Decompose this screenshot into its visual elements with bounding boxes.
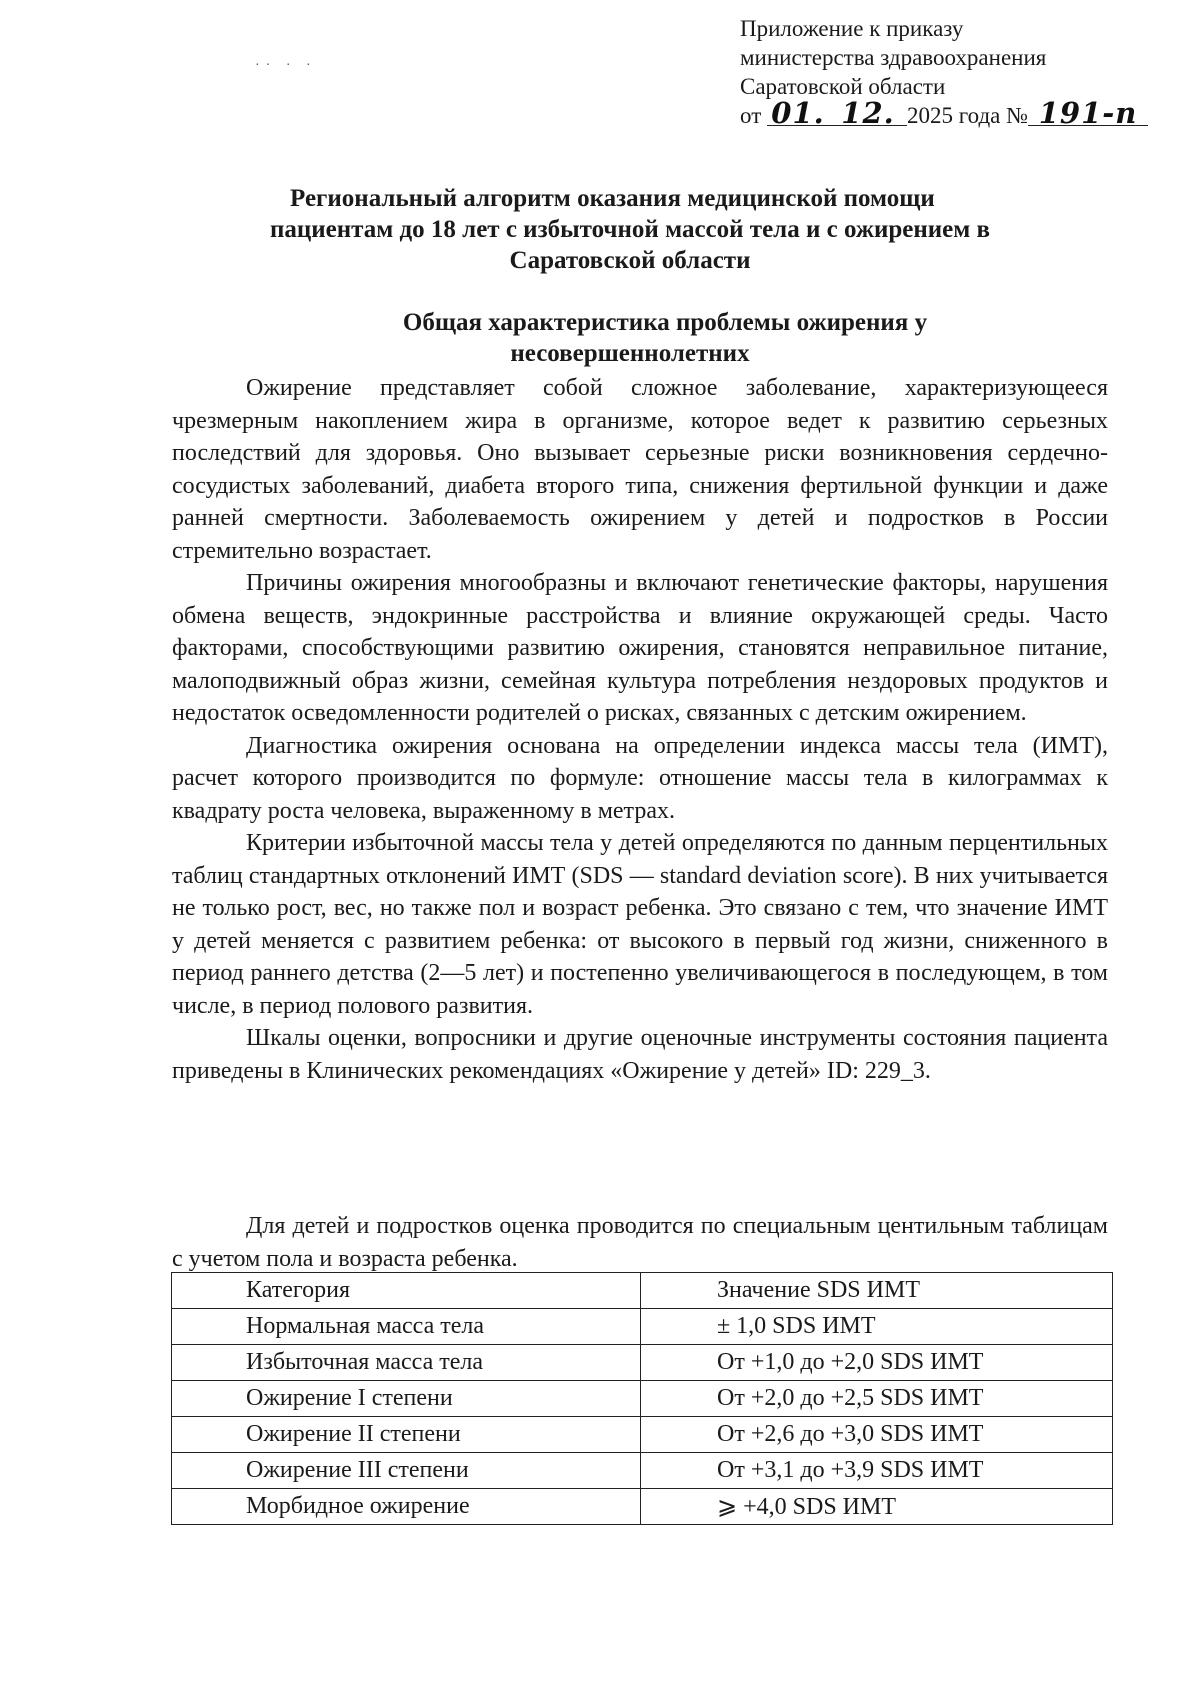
table-header-category: Категория: [172, 1273, 641, 1309]
table-row: [172, 1309, 1113, 1345]
table-cell-category: Ожирение III степени: [172, 1453, 641, 1489]
paragraph: Критерии избыточной массы тела у детей определяются по данным перцентильных таблиц стандартных отклонений ИМТ (SDS — standard deviation score). В них учитывается не только рост, вес, но также пол и возраст ребенка. Это связано с тем, что значение ИМТ у детей меняется с развитием ребенка: от высокого в первый год жизни, сниженного в период раннего детства (2—5 лет) и постепенно увеличивающегося в последующем, в том числе, в период полового развития.: [172, 830, 1108, 1019]
table-cell-category: Ожирение II степени: [172, 1417, 641, 1453]
table-cell-value: ± 1,0 SDS ИМТ: [641, 1309, 1113, 1345]
table-cell-value: От +3,1 до +3,9 SDS ИМТ: [641, 1453, 1113, 1489]
table-row: [172, 1345, 1113, 1381]
table-cell-category: Морбидное ожирение: [172, 1489, 641, 1525]
table-header-row: [172, 1273, 1113, 1309]
table-cell-value: От +2,6 до +3,0 SDS ИМТ: [641, 1417, 1113, 1453]
header-date-line: [740, 96, 1160, 130]
table-cell-category: Ожирение I степени: [172, 1381, 641, 1417]
table-cell-category: Избыточная масса тела: [172, 1345, 641, 1381]
header-line-1: Приложение к приказу: [740, 16, 964, 41]
table-cell-value: От +2,0 до +2,5 SDS ИМТ: [641, 1381, 1113, 1417]
table-cell-category: Нормальная масса тела: [172, 1309, 641, 1345]
title-line-3: Саратовской области: [509, 247, 751, 274]
handwritten-day: 01.: [767, 101, 829, 126]
sds-bmi-table: [171, 1272, 1113, 1525]
document-title: [170, 183, 1090, 276]
title-line-1: Региональный алгоритм оказания медицинской помощи: [290, 185, 935, 212]
order-reference-block: [740, 14, 1160, 130]
table-row: [172, 1489, 1113, 1525]
section-heading-line-1: Общая характеристика проблемы ожирения у: [402, 309, 928, 336]
section-heading-line-2: несовершеннолетних: [510, 340, 750, 367]
body-text: [172, 372, 1108, 1087]
header-line-2: министерства здравоохранения: [740, 45, 1047, 70]
table-cell-value: От +1,0 до +2,0 SDS ИМТ: [641, 1345, 1113, 1381]
table-cell-value: ⩾ +4,0 SDS ИМТ: [641, 1489, 1113, 1525]
title-line-2: пациентам до 18 лет с избыточной массой тела и с ожирением в: [269, 216, 991, 243]
section-heading: [170, 307, 1090, 369]
table-intro: [172, 1210, 1108, 1275]
table-header-value: Значение SDS ИМТ: [641, 1273, 1113, 1309]
table-row: [172, 1381, 1113, 1417]
paragraph: Шкалы оценки, вопросники и другие оценочные инструменты состояния пациента приведены в Клинических рекомендациях «Ожирение у детей» ID: 229_3.: [172, 1025, 1108, 1084]
paragraph: Диагностика ожирения основана на определении индекса массы тела (ИМТ), расчет которого производится по формуле: отношение массы тела в килограммах к квадрату роста человека, выраженному в метрах.: [172, 732, 1108, 824]
handwritten-month: 12.: [829, 101, 907, 126]
paragraph: Ожирение представляет собой сложное заболевание, характеризующееся чрезмерным накоплением жира в организме, которое ведет к развитию серьезных последствий для здоровья. Оно вызывает серьезные риски возникновения сердечно-сосудистых заболеваний, диабета второго типа, снижения фертильной функции и даже ранней смертности. Заболеваемость ожирением у детей и подростков в России стремительно возрастает.: [172, 375, 1108, 564]
handwritten-order-number: 191-п: [1028, 101, 1148, 126]
paragraph: Причины ожирения многообразны и включают генетические факторы, нарушения обмена веществ, эндокринные расстройства и влияние окружающей среды. Часто факторами, способствующими развитию ожирения, становятся неправильное питание, малоподвижный образ жизни, семейная культура потребления нездоровых продуктов и недостаток осведомленности родителей о рисках, связанных с детским ожирением.: [172, 570, 1108, 726]
table-row: [172, 1453, 1113, 1489]
from-label: от: [740, 103, 762, 128]
table-intro-paragraph: Для детей и подростков оценка проводится по специальным центильным таблицам с учетом пола и возраста ребенка.: [172, 1213, 1108, 1272]
header-line-3: Саратовской области: [740, 74, 946, 99]
year-text: 2025 года №: [907, 103, 1029, 128]
table-row: [172, 1417, 1113, 1453]
scan-specks: ·· · ·: [255, 58, 317, 73]
